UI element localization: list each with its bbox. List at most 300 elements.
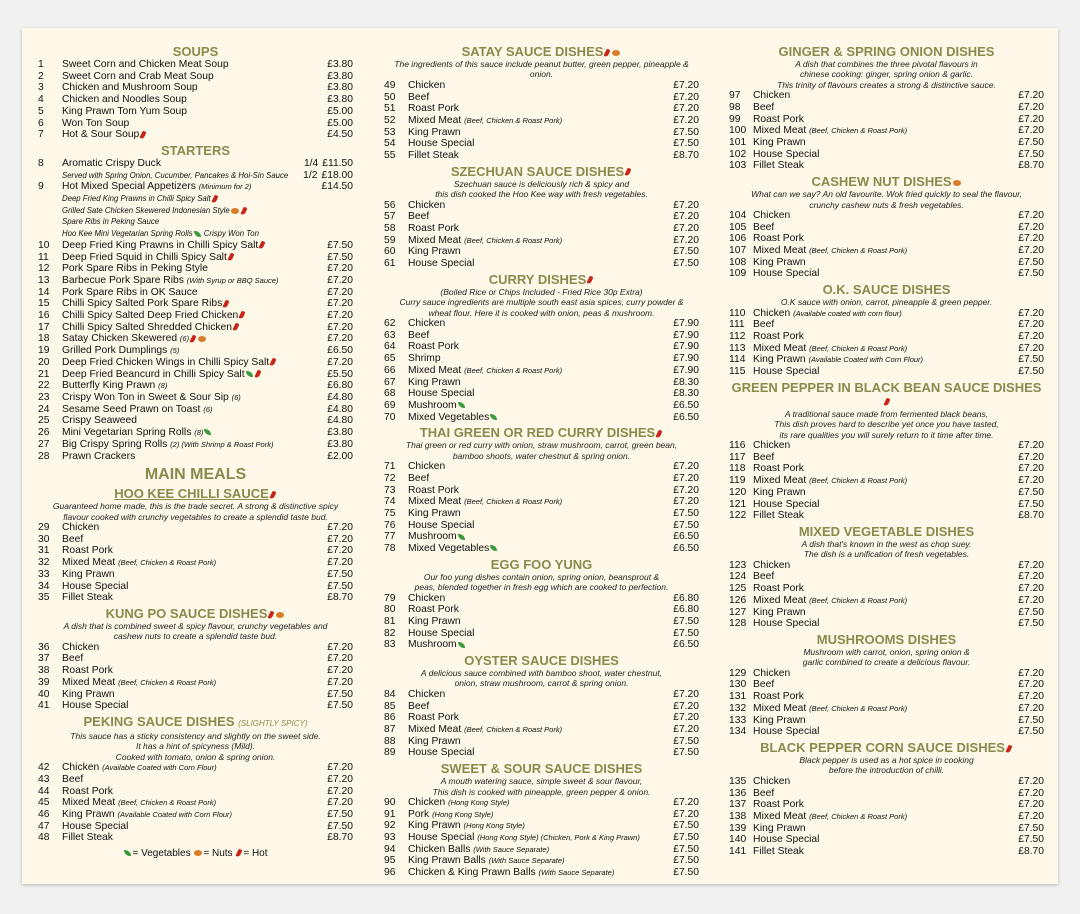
item-name: Mixed Vegetables xyxy=(408,411,490,423)
menu-item xyxy=(729,268,1044,280)
item-name: King Prawn xyxy=(62,688,115,700)
item-name: Chicken xyxy=(408,461,446,473)
item-name-wrap xyxy=(62,252,327,264)
menu-item-detail xyxy=(38,170,353,182)
item-name: Chicken and Noodles Soup xyxy=(62,94,187,106)
item-name-wrap xyxy=(408,388,673,400)
item-price: £7.20 xyxy=(1018,702,1044,714)
menu-item xyxy=(729,452,1044,464)
item-number: 88 xyxy=(384,735,396,747)
item-price: £7.50 xyxy=(673,735,699,747)
menu-item xyxy=(384,832,699,844)
item-note: (Beef, Chicken & Roast Pork) xyxy=(809,126,908,136)
item-number: 137 xyxy=(729,799,747,811)
menu-item xyxy=(384,258,699,270)
chili-icon xyxy=(883,398,890,407)
item-price: £7.20 xyxy=(1018,594,1044,606)
menu-item xyxy=(38,592,353,604)
item-number: 94 xyxy=(384,843,396,855)
nut-icon xyxy=(953,180,961,186)
item-note: (With Syrup or BBQ Sauce) xyxy=(186,275,279,285)
section-description: bamboo shoots, water chestnut & spring onion. xyxy=(452,450,631,461)
item-name-wrap xyxy=(408,103,673,115)
item-price: £7.50 xyxy=(1018,822,1044,834)
item-price: £7.20 xyxy=(1018,475,1044,487)
section-description: onion, straw mushroom, carrot & spring onion. xyxy=(454,678,629,689)
item-name-wrap xyxy=(753,125,1018,137)
item-note: (Beef, Chicken & Roast Pork) xyxy=(809,811,908,821)
item-name-wrap xyxy=(753,354,1018,366)
leaf-icon xyxy=(490,414,497,420)
item-number: 123 xyxy=(729,559,747,571)
menu-item xyxy=(38,158,353,170)
item-name: Chicken xyxy=(753,775,791,787)
item-name-wrap xyxy=(62,642,327,654)
item-name-wrap xyxy=(753,463,1018,475)
item-detail-label: Hoo Kee Mini Vegetarian Spring Rolls xyxy=(62,229,193,239)
item-number: 42 xyxy=(38,762,50,774)
section-title xyxy=(38,144,353,158)
item-name: House Special xyxy=(753,726,820,738)
menu-item xyxy=(38,809,353,821)
section-description: this dish cooked the Hoo Kee way with fresh vegetables. xyxy=(435,189,648,200)
menu-item xyxy=(38,252,353,264)
item-number: 55 xyxy=(384,150,396,162)
item-price: £6.80 xyxy=(673,592,699,604)
legend-nuts-label: = Nuts xyxy=(203,848,233,860)
item-name-wrap xyxy=(753,210,1018,222)
item-price: £7.50 xyxy=(327,580,353,592)
menu-item xyxy=(38,82,353,94)
item-price: £7.20 xyxy=(1018,571,1044,583)
item-name-wrap xyxy=(408,724,673,736)
item-number: 48 xyxy=(38,832,50,844)
item-name: Fillet Steak xyxy=(62,832,113,844)
item-name-wrap xyxy=(62,809,327,821)
item-name-wrap xyxy=(62,322,327,334)
section-title xyxy=(729,381,1044,409)
menu-item xyxy=(38,263,353,275)
item-number: 126 xyxy=(729,594,747,606)
item-price: £7.20 xyxy=(327,533,353,545)
item-number: 8 xyxy=(38,157,44,169)
item-name-wrap xyxy=(753,510,1018,522)
item-name: Mixed Meat xyxy=(408,496,462,508)
item-name: Hot Mixed Special Appetizers xyxy=(62,181,196,193)
item-price: £7.20 xyxy=(1018,245,1044,257)
menu-section xyxy=(729,525,1044,630)
item-note: (Hong Kong Style) xyxy=(463,821,525,831)
item-price: £7.50 xyxy=(1018,498,1044,510)
item-number: 25 xyxy=(38,415,50,427)
chili-icon xyxy=(232,323,239,332)
item-note: (8) xyxy=(194,428,204,438)
item-detail-text xyxy=(38,205,353,217)
item-detail-label: Deep Fried King Prawns in Chilli Spicy Salt xyxy=(62,194,211,204)
item-number: 113 xyxy=(729,342,746,354)
item-name: King Prawn xyxy=(408,615,461,627)
item-number: 85 xyxy=(384,700,396,712)
item-price: £7.50 xyxy=(1018,366,1044,378)
item-price: £8.30 xyxy=(673,376,699,388)
item-name: Mixed Meat xyxy=(753,475,807,487)
menu-item xyxy=(384,593,699,605)
item-price: £4.50 xyxy=(327,129,353,141)
item-name: King Prawn xyxy=(753,606,806,618)
item-name-wrap xyxy=(62,287,327,299)
menu-section xyxy=(384,558,699,651)
item-price: £7.20 xyxy=(1018,799,1044,811)
menu-item xyxy=(38,181,353,193)
item-name-wrap xyxy=(753,668,1018,680)
item-name: Chicken xyxy=(753,209,791,221)
item-price: £7.20 xyxy=(1018,667,1044,679)
item-number: 69 xyxy=(384,399,396,411)
item-name: Mixed Meat xyxy=(408,724,462,735)
item-name-wrap xyxy=(62,786,327,798)
item-name: Mixed Meat xyxy=(753,810,807,822)
menu-item xyxy=(38,569,353,581)
item-price: £7.20 xyxy=(1018,451,1044,463)
item-price: £7.90 xyxy=(673,317,699,329)
menu-item xyxy=(38,94,353,106)
item-name-wrap xyxy=(62,821,327,833)
item-number: 130 xyxy=(729,679,747,691)
item-price: £7.50 xyxy=(673,126,699,138)
item-price: £14.50 xyxy=(321,181,353,193)
item-price: £7.20 xyxy=(327,797,353,809)
menu-item-detail xyxy=(38,216,353,228)
section-title xyxy=(38,487,353,501)
item-name-wrap xyxy=(408,412,673,424)
item-price: £7.20 xyxy=(673,91,699,103)
item-price: £7.50 xyxy=(1018,137,1044,149)
item-number: 116 xyxy=(729,440,746,452)
menu-item xyxy=(38,71,353,83)
menu-item xyxy=(729,510,1044,522)
section-title-text: THAI GREEN OR RED CURRY DISHES xyxy=(419,425,656,441)
item-name-wrap xyxy=(62,415,327,427)
item-note: (Available coated with corn flour) xyxy=(793,308,902,318)
item-price: £4.80 xyxy=(327,415,353,427)
item-price: £7.50 xyxy=(673,747,699,759)
icon-legend xyxy=(38,848,353,859)
item-price: £7.20 xyxy=(327,545,353,557)
item-name-wrap xyxy=(62,118,327,130)
item-price: £7.20 xyxy=(673,688,699,700)
item-name-wrap xyxy=(408,377,673,389)
chili-icon xyxy=(656,429,663,438)
item-name: Chicken xyxy=(753,307,791,319)
item-number: 59 xyxy=(384,234,396,246)
menu-section xyxy=(384,762,699,879)
item-price: £7.20 xyxy=(327,522,353,534)
nut-icon xyxy=(198,336,206,342)
item-name-wrap xyxy=(408,520,673,532)
section-title-text: EGG FOO YUNG xyxy=(490,556,593,572)
menu-section xyxy=(384,165,699,270)
menu-item xyxy=(384,211,699,223)
item-name: Mixed Meat xyxy=(62,557,116,569)
leaf-icon xyxy=(204,429,211,435)
item-price: £7.20 xyxy=(1018,319,1044,331)
item-number: 15 xyxy=(38,298,50,310)
item-price: £8.70 xyxy=(327,592,353,604)
item-number: 110 xyxy=(729,307,746,319)
section-description: A dish that is combined sweet & spicy flavour, crunchy vegetables and xyxy=(63,620,328,631)
item-number: 105 xyxy=(729,221,747,233)
item-name-wrap xyxy=(753,571,1018,583)
item-name: Roast Pork xyxy=(62,545,113,557)
menu-item xyxy=(384,246,699,258)
item-note: (Beef, Chicken & Roast Pork) xyxy=(809,703,908,713)
item-price: £7.20 xyxy=(1018,209,1044,221)
item-price: £7.50 xyxy=(327,820,353,832)
item-price: £7.50 xyxy=(673,867,699,879)
item-number: 118 xyxy=(729,463,746,475)
item-name: Beef xyxy=(753,319,775,331)
item-price: £7.50 xyxy=(673,855,699,867)
item-name-wrap xyxy=(408,844,673,856)
item-name-wrap xyxy=(408,628,673,640)
item-name: Won Ton Soup xyxy=(62,117,130,129)
item-name: Chicken xyxy=(62,762,100,774)
item-number: 29 xyxy=(38,522,50,534)
item-number: 84 xyxy=(384,688,396,700)
item-price: £7.50 xyxy=(1018,486,1044,498)
item-name-wrap xyxy=(753,799,1018,811)
item-price: £7.20 xyxy=(327,356,353,368)
menu-item xyxy=(384,855,699,867)
item-number: 135 xyxy=(729,775,747,787)
item-price: £7.20 xyxy=(327,321,353,333)
item-name-wrap xyxy=(753,691,1018,703)
item-name-wrap xyxy=(62,275,327,287)
item-name-wrap xyxy=(62,522,327,534)
item-price: £7.20 xyxy=(327,773,353,785)
item-note: (Beef, Chicken & Roast Pork) xyxy=(118,798,217,808)
item-name: Fillet Steak xyxy=(753,160,804,172)
item-price: £7.20 xyxy=(327,762,353,774)
item-name-wrap xyxy=(62,181,322,193)
menu-item xyxy=(384,461,699,473)
item-price: £7.20 xyxy=(673,103,699,115)
item-name-wrap xyxy=(408,508,673,520)
item-name-wrap xyxy=(753,452,1018,464)
section-description: O.K sauce with onion, carrot, pineapple & green pepper. xyxy=(780,297,993,308)
section-description: Thai green or red curry with onion, straw mushroom, carrot, green bean, xyxy=(405,440,678,451)
item-price: £7.50 xyxy=(1018,148,1044,160)
section-title-text: GREEN PEPPER IN BLACK BEAN SAUCE DISHES xyxy=(731,379,1042,395)
menu-item xyxy=(729,114,1044,126)
item-price: £6.50 xyxy=(673,531,699,543)
menu-item xyxy=(384,809,699,821)
item-name-wrap xyxy=(753,308,1018,320)
item-name: House Special xyxy=(62,580,129,592)
item-number: 50 xyxy=(384,91,396,103)
item-price: £8.70 xyxy=(673,150,699,162)
item-name-wrap xyxy=(62,545,327,557)
item-number: 121 xyxy=(729,498,747,510)
item-name-wrap xyxy=(753,715,1018,727)
section-description: flavour cooked with crunchy vegetables to create a splendid taste bud. xyxy=(63,511,328,522)
item-number: 70 xyxy=(384,411,396,423)
item-note: (Beef, Chicken & Roast Pork) xyxy=(809,595,908,605)
menu-item xyxy=(384,639,699,651)
menu-item xyxy=(38,545,353,557)
item-name-wrap xyxy=(753,319,1018,331)
item-price: £7.20 xyxy=(673,808,699,820)
item-number: 49 xyxy=(384,79,396,91)
item-name: Roast Pork xyxy=(408,604,459,616)
item-name-wrap xyxy=(62,534,327,546)
item-name: Chicken xyxy=(408,79,446,91)
item-name: Mixed Meat xyxy=(753,702,807,714)
menu-item xyxy=(729,799,1044,811)
menu-column-1 xyxy=(38,42,353,859)
menu-item xyxy=(384,543,699,555)
item-number: 63 xyxy=(384,329,396,341)
item-name: Roast Pork xyxy=(408,712,459,724)
item-name: Big Crispy Spring Rolls xyxy=(62,438,168,450)
chili-icon xyxy=(254,369,261,378)
item-name-wrap xyxy=(408,832,673,844)
menu-item xyxy=(38,345,353,357)
menu-section xyxy=(38,466,353,484)
item-name-wrap xyxy=(62,333,327,345)
item-number: 64 xyxy=(384,341,396,353)
item-price: £7.50 xyxy=(327,568,353,580)
item-number: 38 xyxy=(38,665,50,677)
menu-section xyxy=(38,715,353,844)
item-name-wrap xyxy=(753,114,1018,126)
item-name: Aromatic Crispy Duck xyxy=(62,157,161,169)
leaf-icon xyxy=(194,231,201,237)
item-name: Mini Vegetarian Spring Rolls xyxy=(62,427,192,439)
menu-item xyxy=(38,357,353,369)
item-price: £7.90 xyxy=(673,364,699,376)
item-name-wrap xyxy=(408,543,673,555)
menu-item xyxy=(38,581,353,593)
item-name-wrap xyxy=(408,246,673,258)
menu-item xyxy=(38,653,353,665)
item-number: 91 xyxy=(384,808,396,820)
item-name: House Special xyxy=(753,268,820,280)
item-name: Roast Pork xyxy=(62,785,113,797)
menu-item xyxy=(729,125,1044,137)
menu-section xyxy=(384,45,699,162)
item-name: King Prawn xyxy=(753,137,806,149)
section-description: chinese cooking: ginger, spring onion & garlic. xyxy=(800,69,973,80)
menu-item xyxy=(384,330,699,342)
item-name: Roast Pork xyxy=(753,463,804,475)
section-title xyxy=(729,175,1044,189)
item-name-wrap xyxy=(753,233,1018,245)
item-note: (Available Coated with Corn Flour) xyxy=(117,810,233,819)
item-number: 67 xyxy=(384,376,396,388)
item-price: £6.50 xyxy=(327,345,353,357)
item-name: Crispy Seaweed xyxy=(62,415,137,427)
section-title xyxy=(384,45,699,59)
menu-item xyxy=(38,106,353,118)
menu-item xyxy=(729,343,1044,355)
item-name: King Prawn xyxy=(408,126,461,138)
item-note: (With Sauce Separate) xyxy=(538,868,615,878)
item-name: Mixed Meat xyxy=(753,594,807,606)
item-price: £11.50 xyxy=(322,157,353,169)
item-name: Chicken xyxy=(62,641,100,653)
item-name-wrap xyxy=(753,618,1018,630)
item-note: (6) xyxy=(231,392,241,402)
item-price: £7.50 xyxy=(673,627,699,639)
menu-item xyxy=(38,310,353,322)
menu-item xyxy=(384,92,699,104)
item-name: Roast Pork xyxy=(753,233,804,245)
item-name: Chicken xyxy=(408,688,446,700)
item-name-wrap xyxy=(753,160,1018,172)
menu-sheet xyxy=(22,28,1058,884)
item-price: £7.20 xyxy=(1018,113,1044,125)
item-number: 109 xyxy=(729,268,747,280)
item-name-wrap xyxy=(753,679,1018,691)
item-name-wrap xyxy=(62,129,327,141)
item-number: 14 xyxy=(38,286,50,298)
menu-item xyxy=(38,821,353,833)
item-name: Fillet Steak xyxy=(753,510,804,522)
item-name-wrap xyxy=(753,366,1018,378)
item-name: Roast Pork xyxy=(753,799,804,811)
item-price: £7.20 xyxy=(1018,775,1044,787)
menu-item xyxy=(729,233,1044,245)
item-name-wrap xyxy=(753,268,1018,280)
menu-item xyxy=(384,701,699,713)
item-name-wrap xyxy=(62,762,327,774)
menu-item xyxy=(384,200,699,212)
item-number: 30 xyxy=(38,533,50,545)
item-name-wrap xyxy=(62,569,327,581)
item-detail-text xyxy=(38,216,353,228)
item-name-wrap xyxy=(62,263,327,275)
item-portion: 1/2 xyxy=(303,169,318,181)
menu-item xyxy=(729,823,1044,835)
item-number: 120 xyxy=(729,486,747,498)
menu-item xyxy=(384,80,699,92)
item-name: Mixed Meat xyxy=(62,797,116,809)
item-number: 62 xyxy=(384,317,396,329)
item-number: 77 xyxy=(384,531,396,543)
item-price: £7.20 xyxy=(327,665,353,677)
item-number: 61 xyxy=(384,258,396,270)
item-number: 12 xyxy=(38,263,50,275)
item-number: 51 xyxy=(384,103,396,115)
item-name-wrap xyxy=(753,90,1018,102)
item-name-wrap xyxy=(753,257,1018,269)
item-name: Chicken xyxy=(753,90,791,102)
menu-item xyxy=(729,715,1044,727)
item-number: 57 xyxy=(384,211,396,223)
item-number: 21 xyxy=(38,368,50,380)
item-price: £5.00 xyxy=(327,105,353,117)
item-name: Shrimp xyxy=(408,353,441,365)
menu-item xyxy=(384,736,699,748)
item-note: (With Sauce Separate) xyxy=(488,856,565,866)
item-price: £7.20 xyxy=(1018,307,1044,319)
item-note: (5) xyxy=(170,346,180,356)
item-number: 23 xyxy=(38,391,50,403)
item-name: Barbecue Pork Spare Ribs xyxy=(62,274,184,286)
menu-item xyxy=(384,712,699,724)
section-description: cashew nuts to create a splendid taste bud. xyxy=(113,631,278,642)
